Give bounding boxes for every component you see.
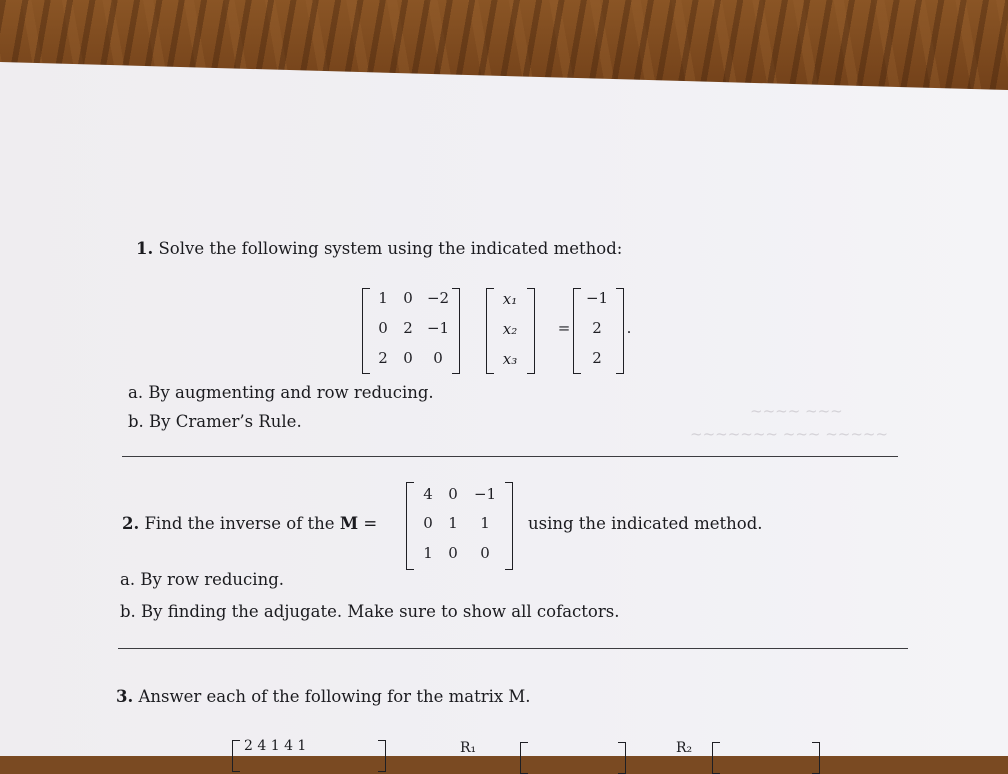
divider-line [122, 456, 898, 457]
q2-part-a: a. By row reducing. [120, 570, 285, 589]
matrix-cell: 0 [433, 349, 443, 367]
q2-number: 2. [122, 514, 140, 533]
q3-number: 3. [116, 687, 134, 706]
matrix-cell: −2 [426, 289, 450, 307]
q1-prompt-text: Solve the following system using the indicated method: [158, 239, 623, 258]
q1-part-b: b. By Cramer’s Rule. [128, 412, 302, 431]
m-label: M [339, 514, 359, 533]
r2-right-bracket [812, 742, 820, 774]
matrix-cell: 0 [403, 289, 413, 307]
left-bracket [486, 288, 494, 374]
matrix-cell: 2 [378, 349, 388, 367]
paper-sheet [0, 62, 1008, 756]
rhs-cell: −1 [585, 289, 609, 307]
show-through-text: ~~~~~~~ ~~~ ~~~~~ [690, 425, 889, 443]
q3-prompt-text: Answer each of the following for the matrix M. [138, 687, 531, 706]
q2-part-b: b. By finding the adjugate. Make sure to show all cofactors. [120, 602, 620, 621]
divider-line [118, 648, 908, 649]
variable-cell: x₃ [502, 350, 518, 368]
right-bracket [616, 288, 624, 374]
matrix-cell: −1 [426, 319, 450, 337]
left-bracket [232, 740, 240, 772]
equals-sign: = [557, 319, 571, 337]
right-bracket [452, 288, 460, 374]
r1-left-bracket [520, 742, 528, 774]
show-through-text: ~~~~ ~~~ [750, 402, 843, 420]
matrix-cell: 1 [378, 289, 388, 307]
matrix-cell: 0 [423, 514, 433, 532]
r1-label: R₁ [460, 740, 477, 756]
matrix-cell: 1 [423, 544, 433, 562]
q1-prompt [136, 239, 622, 258]
q1-number: 1. [136, 239, 154, 258]
left-bracket [362, 288, 370, 374]
matrix-cell: 0 [448, 544, 458, 562]
q1-part-a: a. By augmenting and row reducing. [128, 383, 434, 402]
matrix-cell: 0 [403, 349, 413, 367]
matrix-cell: 4 [423, 485, 433, 503]
r1-right-bracket [618, 742, 626, 774]
right-bracket [505, 482, 513, 570]
equals-sign: = [363, 514, 378, 533]
rhs-cell: 2 [592, 349, 602, 367]
matrix-cell: 2 [403, 319, 413, 337]
variable-cell: x₂ [502, 320, 518, 338]
matrix-cell: −1 [473, 485, 497, 503]
matrix-cell: 0 [448, 485, 458, 503]
right-bracket [378, 740, 386, 772]
rhs-cell: 2 [592, 319, 602, 337]
q2-prompt [122, 514, 377, 533]
period: . [626, 319, 632, 337]
matrix-row: 2 4 1 4 1 [244, 738, 307, 754]
right-bracket [527, 288, 535, 374]
matrix-cell: 1 [480, 514, 490, 532]
left-bracket [406, 482, 414, 570]
matrix-cell: 0 [480, 544, 490, 562]
r2-left-bracket [712, 742, 720, 774]
q2-prompt-after: using the indicated method. [528, 514, 763, 533]
variable-cell: x₁ [502, 290, 518, 308]
r2-label: R₂ [676, 740, 693, 756]
matrix-cell: 1 [448, 514, 458, 532]
q2-prompt-text: Find the inverse of the [144, 514, 335, 533]
left-bracket [573, 288, 581, 374]
q3-prompt [116, 687, 531, 706]
matrix-cell: 0 [378, 319, 388, 337]
